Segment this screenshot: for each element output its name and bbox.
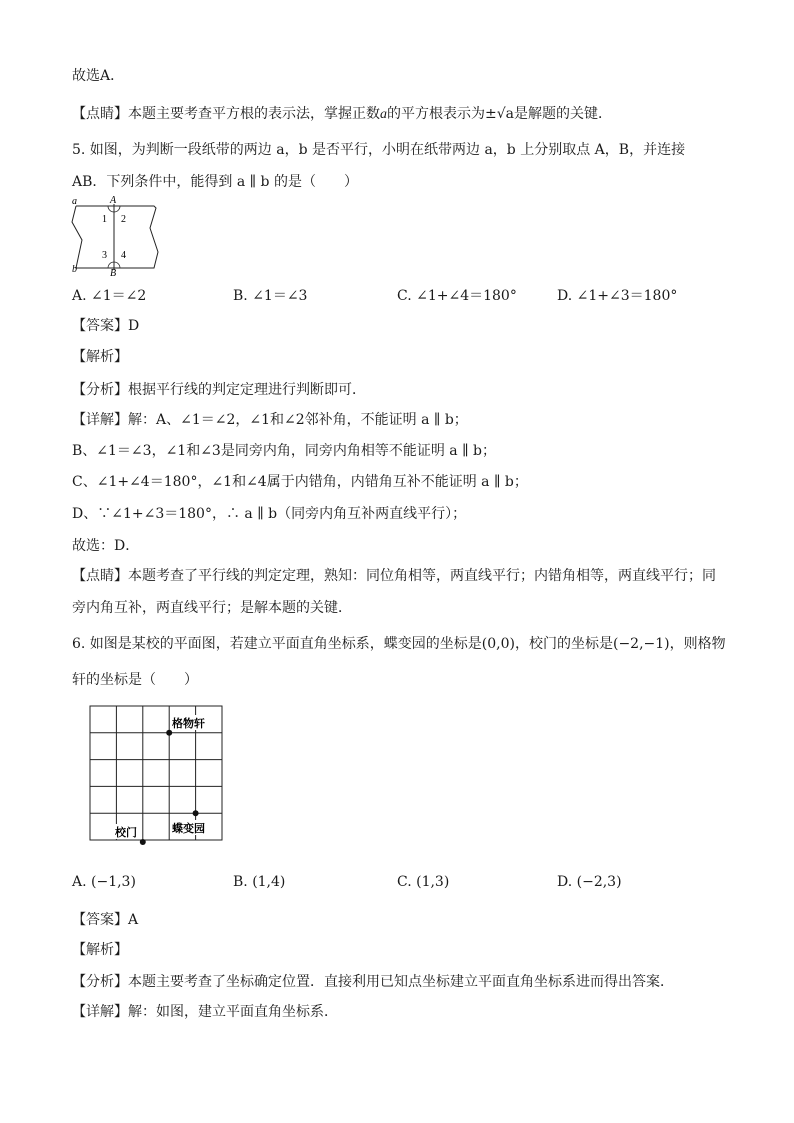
label-gewuxuan: 格物轩 (172, 718, 205, 730)
q5-detail-b: B、∠1＝∠3，∠1和∠3是同旁内角，同旁内角相等不能证明 a ∥ b； (72, 443, 496, 459)
label-b: b (72, 264, 77, 275)
q5-dianjing-line2: 旁内角互补，两直线平行；是解本题的关键． (72, 600, 352, 616)
campus-grid-figure (86, 702, 226, 852)
q6-answer: 【答案】A (72, 912, 139, 928)
paper-strip-figure (68, 194, 168, 276)
q5-dianjing-line1: 【点睛】本题考查了平行线的判定定理，熟知：同位角相等，两直线平行；内错角相等，两直线平行；同 (72, 568, 716, 584)
q6-option-a: A. (−1,3) (72, 874, 136, 890)
q5-option-a: A. ∠1＝∠2 (72, 288, 147, 304)
q5-conclusion: 故选：D． (72, 538, 140, 554)
label-angle-2: 2 (121, 214, 126, 225)
dianjing-var: a (380, 107, 387, 122)
q6-option-c: C. (1,3) (397, 874, 450, 890)
label-angle-3: 3 (102, 250, 107, 261)
question-5-line2: AB．下列条件中，能得到 a ∥ b 的是（ ） (72, 174, 358, 190)
q5-answer: 【答案】D (72, 318, 140, 334)
question-5-line1: 5. 如图，为判断一段纸带的两边 a，b 是否平行，小明在纸带两边 a，b 上分别取点 A，B，并连接 (72, 142, 686, 158)
q5-detail-d: D、∵∠1+∠3＝180°，∴ a ∥ b（同旁内角互补两直线平行）； (72, 506, 467, 522)
q6-option-b: B. (1,4) (233, 874, 286, 890)
q5-analysis: 【分析】根据平行线的判定定理进行判断即可． (72, 382, 366, 398)
q5-option-c: C. ∠1+∠4＝180° (397, 288, 517, 304)
point-diebianyuan (193, 810, 199, 816)
q5-detail-c: C、∠1+∠4＝180°，∠1和∠4属于内错角，内错角互补不能证明 a ∥ b； (72, 474, 528, 490)
q5-option-d: D. ∠1+∠3＝180° (557, 288, 678, 304)
point-xiaomen (140, 839, 146, 845)
question-6-line1: 6. 如图是某校的平面图，若建立平面直角坐标系，蝶变园的坐标是(0,0)，校门的坐标是(−2,−1)，则格物 (72, 636, 726, 652)
strip-outline (72, 206, 158, 268)
label-angle-4: 4 (121, 250, 126, 261)
q6-analysis: 【分析】本题主要考查了坐标确定位置．直接利用已知点坐标建立平面直角坐标系进而得出答案． (72, 974, 674, 990)
line-conclusion: 故选A． (72, 68, 125, 84)
label-xiaomen: 校门 (115, 827, 137, 839)
q6-detail: 【详解】解：如图，建立平面直角坐标系． (72, 1004, 338, 1020)
question-6-line2: 轩的坐标是（ ） (72, 672, 198, 688)
q6-option-d: D. (−2,3) (557, 874, 622, 890)
label-B: B (110, 268, 117, 276)
label-A: A (110, 195, 117, 206)
q5-option-b: B. ∠1＝∠3 (233, 288, 308, 304)
dianjing-text-c: 的平方根表示为±√a是解题的关键． (387, 106, 612, 122)
point-gewuxuan (166, 730, 172, 736)
label-diebianyuan: 蝶变园 (172, 823, 205, 835)
label-angle-1: 1 (102, 214, 107, 225)
q5-detail-a: 【详解】解：A、∠1＝∠2，∠1和∠2邻补角，不能证明 a ∥ b； (72, 412, 468, 428)
dianjing-text-a: 【点睛】本题主要考查平方根的表示法，掌握正数 (72, 106, 380, 122)
q6-jiexi-heading: 【解析】 (72, 942, 128, 958)
label-a: a (72, 196, 77, 207)
line-dianjing-4 (72, 104, 612, 125)
q5-jiexi-heading: 【解析】 (72, 349, 128, 365)
